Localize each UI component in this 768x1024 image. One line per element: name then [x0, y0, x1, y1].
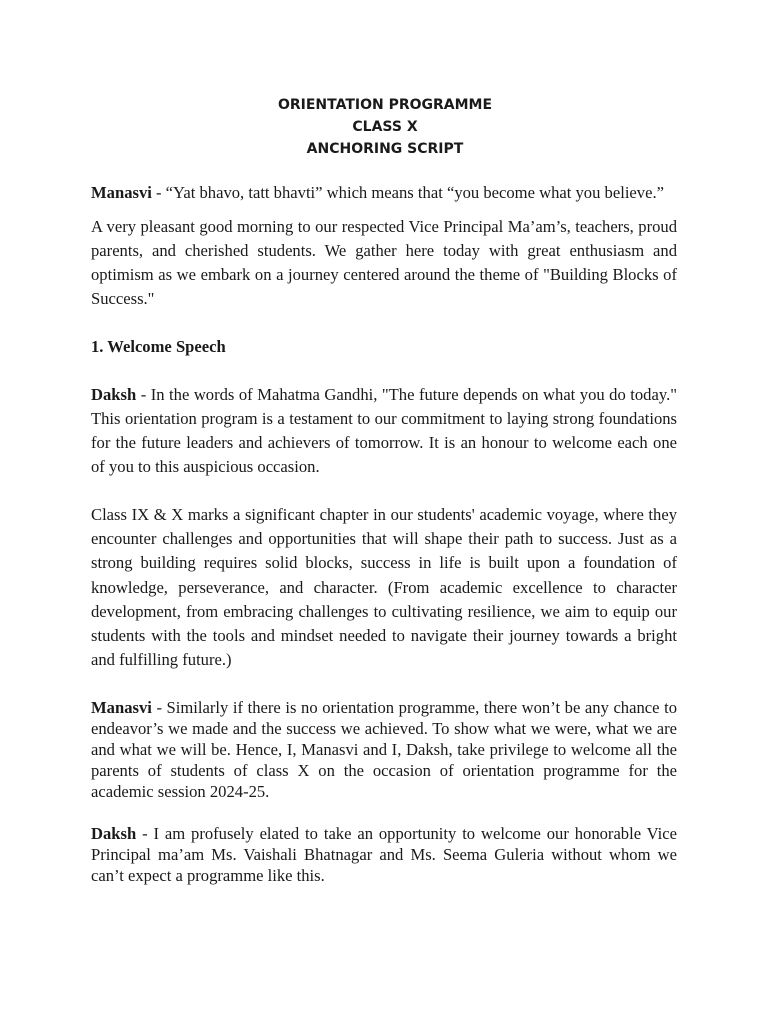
title-line-2: CLASS X: [352, 119, 418, 135]
paragraph-text: - In the words of Mahatma Gandhi, "The future depends on what you do today." This orientation program is a testament to our commitment to laying strong foundations for the future leaders and achievers of tomorrow. It is an honour to welcome each one of you to this auspicious occasion.: [91, 385, 677, 476]
paragraph-daksh-gandhi: [91, 383, 677, 479]
paragraph-text: A very pleasant good morning to our respected Vice Principal Ma’am’s, teachers, proud parents, and cherished students. We gather here today with great enthusiasm and optimism as we embark on a journey centered around the theme of "Building Blocks of Success.": [91, 217, 677, 308]
paragraph-class-ix-x: [91, 503, 677, 672]
speaker-name: Manasvi: [91, 183, 152, 202]
document-page: [91, 94, 677, 886]
paragraph-greeting: [91, 215, 677, 311]
paragraph-text: Class IX & X marks a significant chapter in our students' academic voyage, where they encounter challenges and opportunities that will shape their path to success. Just as a strong building requires solid blocks, success in life is built upon a foundation of knowledge, perseverance, and character. (From academic excellence to character development, from embracing challenges to cultivating resilience, we aim to equip our students with the tools and mindset needed to navigate their journey towards a bright and fulfilling future.): [91, 505, 677, 670]
paragraph-manasvi-welcome: [91, 697, 677, 802]
paragraph-text: - Similarly if there is no orientation programme, there won’t be any chance to endeavor’s we made and the success we achieved. To show what we were, what we are and what we will be. Hence, I, Manasvi and I, Daksh, take privilege to welcome all the parents of students of class X on the occasion of orientation programme for the academic session 2024-25.: [91, 698, 677, 802]
paragraph-manasvi-quote: [91, 182, 677, 203]
document-title: [93, 94, 677, 160]
speaker-name: Manasvi: [91, 698, 152, 718]
title-line-3: ANCHORING SCRIPT: [306, 141, 464, 157]
paragraph-daksh-welcome: [91, 823, 677, 886]
speaker-name: Daksh: [91, 824, 137, 844]
speaker-name: Daksh: [91, 385, 137, 404]
section-heading-welcome-speech: 1. Welcome Speech: [91, 337, 226, 356]
paragraph-text: - I am profusely elated to take an opportunity to welcome our honorable Vice Principal ma’am Ms. Vaishali Bhatnagar and Ms. Seema Guleria without whom we can’t expect a programme like this.: [91, 824, 677, 886]
paragraph-text: - “Yat bhavo, tatt bhavti” which means that “you become what you believe.”: [151, 183, 664, 202]
title-line-1: ORIENTATION PROGRAMME: [277, 97, 493, 113]
